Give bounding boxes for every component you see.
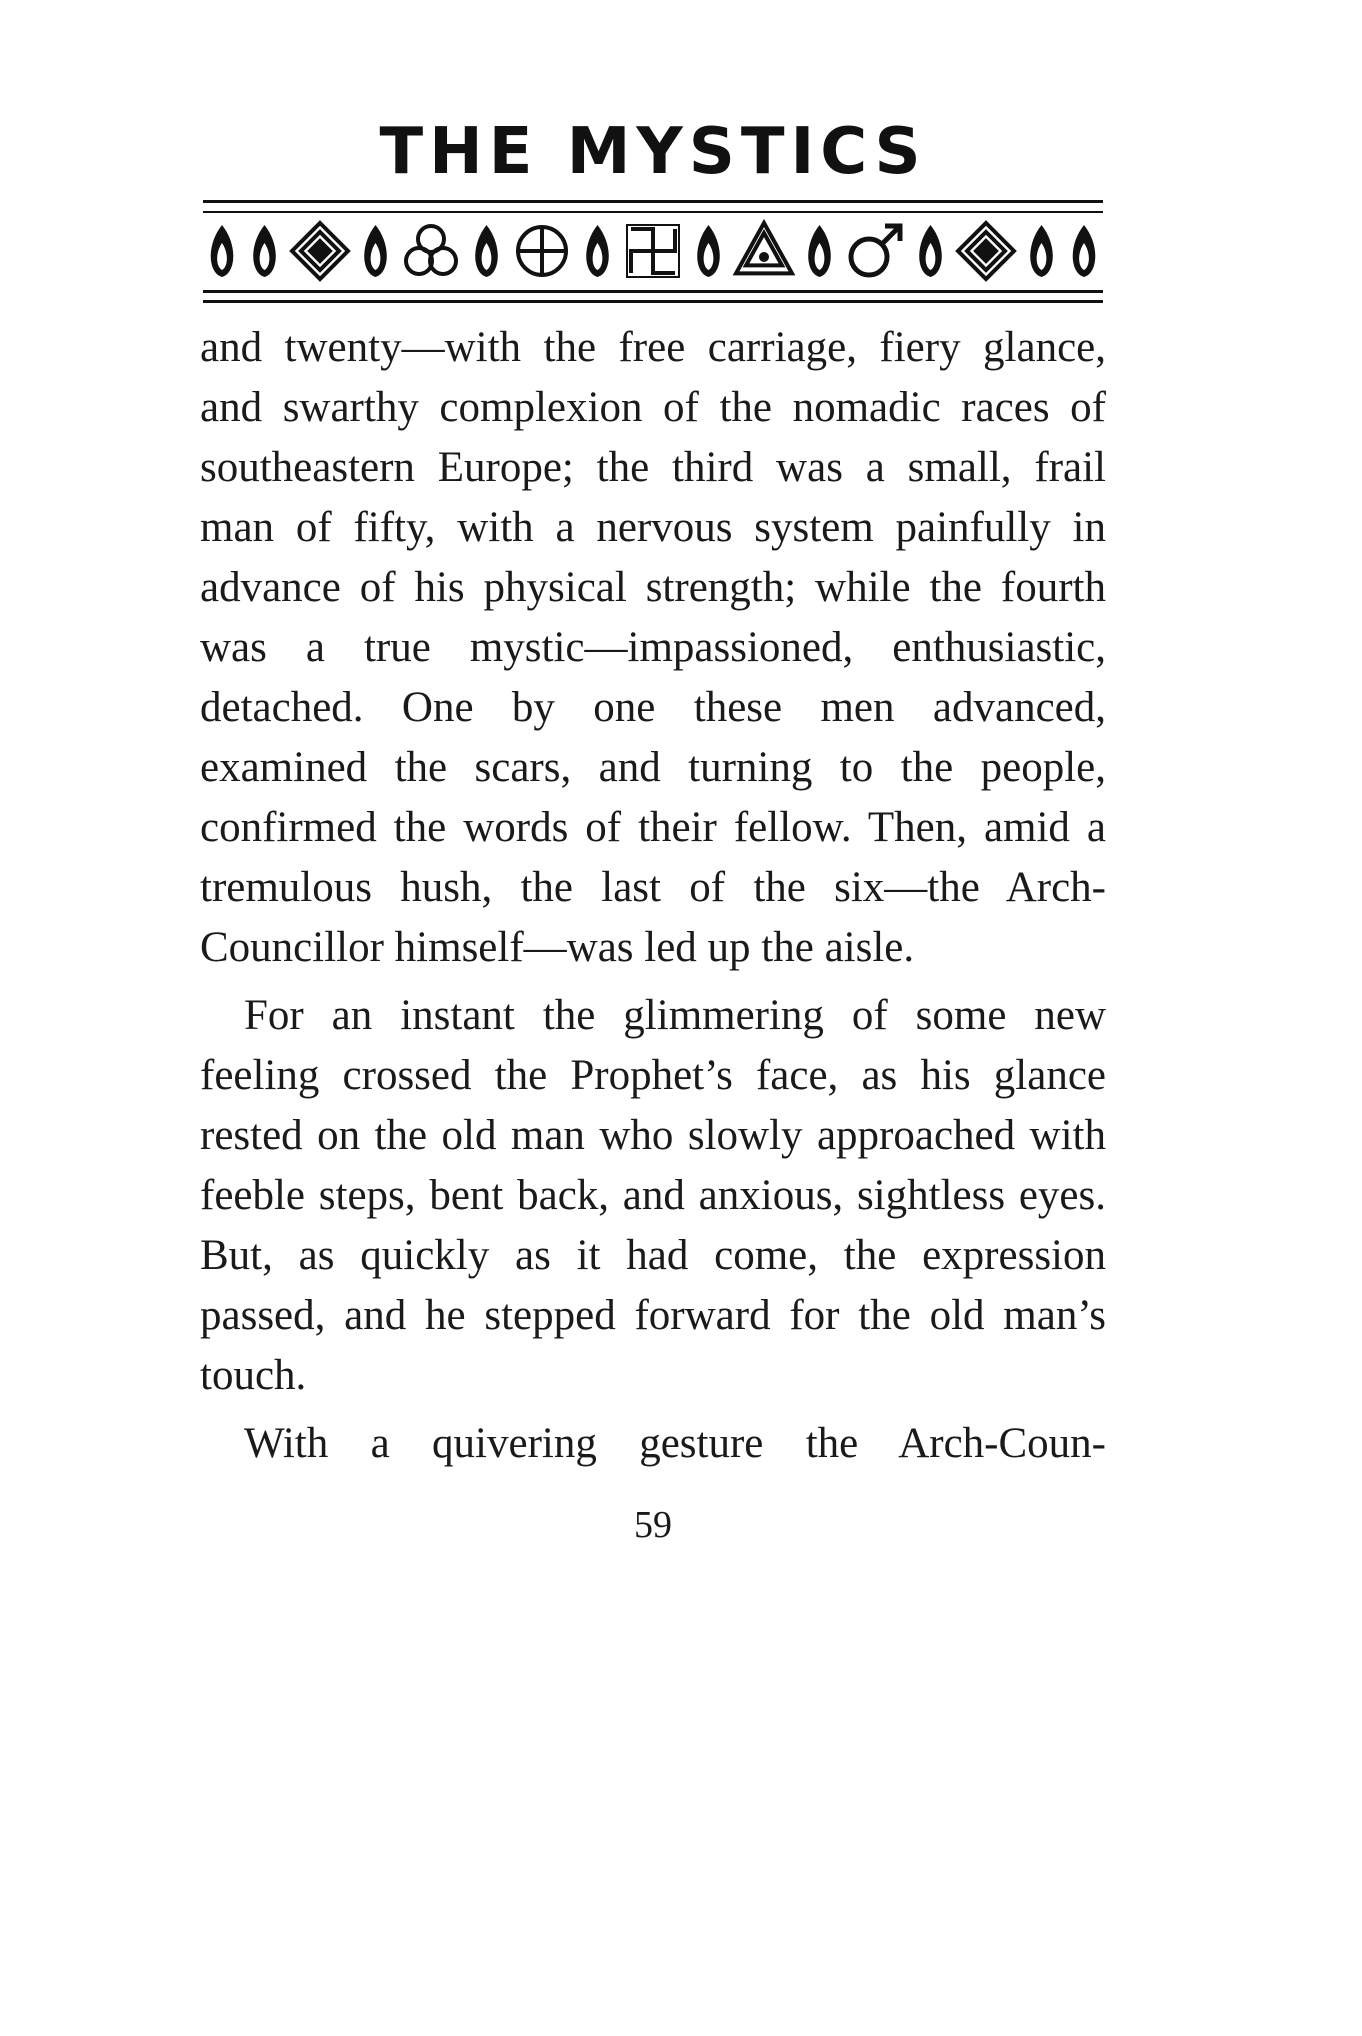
crossed-circle-icon bbox=[518, 227, 566, 275]
running-head: THE MYSTICS bbox=[379, 115, 927, 189]
flame-icon bbox=[919, 225, 942, 277]
header-rule-bottom-inner bbox=[203, 290, 1103, 293]
mars-icon bbox=[851, 226, 900, 275]
triangle-icon bbox=[736, 223, 792, 273]
page-number: 59 bbox=[634, 1504, 672, 1546]
ornament-svg bbox=[203, 218, 1103, 284]
swastika-icon bbox=[627, 225, 679, 277]
flame-icon bbox=[1073, 225, 1096, 277]
knot-icon bbox=[406, 226, 456, 274]
body-text bbox=[200, 318, 1106, 1474]
header-rule-bottom bbox=[203, 300, 1103, 303]
header-rule-top bbox=[203, 200, 1103, 203]
header-rule-top-inner bbox=[203, 211, 1103, 213]
flame-icon bbox=[475, 225, 498, 277]
flame-icon bbox=[253, 225, 276, 277]
flame-icon bbox=[697, 225, 720, 277]
diamond-icon bbox=[958, 223, 1014, 279]
flame-icon bbox=[364, 225, 387, 277]
flame-icon bbox=[211, 225, 234, 277]
diamond-icon bbox=[292, 223, 348, 279]
flame-icon bbox=[586, 225, 609, 277]
paragraph-3: With a quivering gesture the Arch-Coun- bbox=[244, 1420, 1106, 1467]
paragraph-2: For an instant the glimmering of some new feeling crossed the Prophet’s face, as his glance rested on the old man who slowly approached with feeble steps, bent back, and anxious, sightless eyes. But, as quickly as it had come, the expression passed, and he stepped forward for the old man’s touch. bbox=[200, 992, 1106, 1399]
ornament-band bbox=[203, 218, 1103, 284]
paragraph-1: and twenty—with the free carriage, fiery glance, and swarthy complexion of the nomadic races of southeastern Europe; the third was a small, frail man of fifty, with a nervous system painfully in advance of his physical strength; while the fourth was a true mystic—impassioned, enthusiastic, detached. One by one these men advanced, examined the scars, and turning to the people, confirmed the words of their fellow. Then, amid a tremulous hush, the last of the six—the Arch-Councillor himself—was led up the aisle. bbox=[200, 324, 1106, 971]
flame-icon bbox=[808, 225, 831, 277]
flame-icon bbox=[1030, 225, 1053, 277]
